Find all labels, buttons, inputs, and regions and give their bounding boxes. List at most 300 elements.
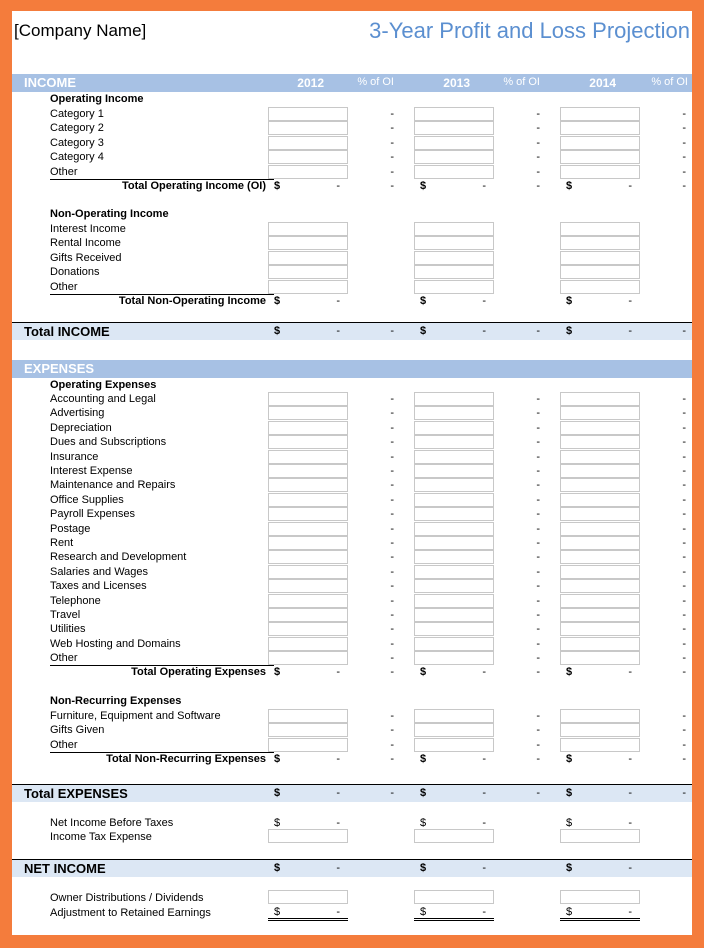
total-income-dollar-year-1: $: [274, 325, 281, 337]
total-expenses-label: Total EXPENSES: [24, 786, 128, 801]
total-non-recurring-expenses-value-year-3: -: [628, 753, 632, 765]
operating-expense-row-label: Telephone: [50, 594, 101, 607]
operating-income-row-input-year-1[interactable]: [268, 136, 348, 150]
operating-expense-row-pct-year-2: -: [536, 450, 540, 463]
total-operating-expenses-dollar-year-1: $: [274, 666, 281, 678]
operating-income-row-input-year-3[interactable]: [560, 136, 640, 150]
operating-income-row-pct-year-1: -: [390, 165, 394, 178]
expenses-header-band: [12, 360, 692, 378]
operating-expense-row-input-year-1[interactable]: [268, 550, 348, 564]
total-operating-income-pct-year-3: -: [682, 180, 686, 192]
operating-expense-row-pct-year-1: -: [390, 565, 394, 578]
operating-expense-row-input-year-3[interactable]: [560, 464, 640, 478]
operating-expense-row-input-year-1[interactable]: [268, 435, 348, 449]
operating-expense-row-input-year-3[interactable]: [560, 637, 640, 651]
report-title: 3-Year Profit and Loss Projection: [369, 18, 690, 43]
retained-earnings-double-underline: [268, 918, 348, 921]
operating-expense-row-pct-year-3: -: [682, 479, 686, 492]
operating-expense-row-pct-year-1: -: [390, 393, 394, 405]
operating-income-row-label: Category 2: [50, 122, 104, 135]
operating-income-row-pct-year-2: -: [536, 108, 540, 120]
total-expenses-dollar-year-2: $: [420, 787, 427, 799]
total-operating-expenses-pct-year-1: -: [390, 666, 394, 678]
operating-income-row-pct-year-1: -: [390, 122, 394, 135]
total-non-operating-income-dollar-year-1: $: [274, 295, 281, 307]
non-operating-income-row-input-year-2[interactable]: [414, 280, 494, 294]
operating-expense-row-input-year-1[interactable]: [268, 406, 348, 420]
operating-expense-row-pct-year-2: -: [536, 407, 540, 420]
retained-earnings-dollar-year-3: $: [566, 906, 573, 918]
non-operating-income-row-input-year-3[interactable]: [560, 251, 640, 265]
total-expenses-pct-year-2: -: [536, 787, 540, 799]
operating-expense-row-label: Salaries and Wages: [50, 565, 149, 578]
operating-expense-row-label: Web Hosting and Domains: [50, 637, 181, 650]
pct-header-2: % of OI: [503, 76, 540, 88]
operating-expense-row-pct-year-3: -: [682, 580, 686, 593]
operating-expense-row-pct-year-2: -: [536, 565, 540, 578]
operating-income-row-input-year-3[interactable]: [560, 121, 640, 135]
total-expenses-value-year-2: -: [482, 787, 486, 799]
total-expenses-value-year-1: -: [336, 787, 340, 799]
non-recurring-expenses-heading: Non-Recurring Expenses: [50, 695, 182, 707]
non-operating-income-row-input-year-2[interactable]: [414, 265, 494, 279]
operating-expense-row-input-year-3[interactable]: [560, 392, 640, 406]
operating-expense-row-input-year-2[interactable]: [414, 608, 494, 622]
non-operating-income-row-input-year-3[interactable]: [560, 222, 640, 236]
non-operating-income-row-input-year-2[interactable]: [414, 236, 494, 250]
operating-expense-row-label: Accounting and Legal: [50, 393, 156, 405]
operating-expense-row-label: Office Supplies: [50, 493, 124, 506]
operating-income-row-input-year-2[interactable]: [414, 150, 494, 164]
spreadsheet-sheet: [12, 11, 692, 935]
total-operating-income-dollar-year-1: $: [274, 180, 281, 192]
retained-earnings-double-underline: [560, 918, 640, 921]
non-recurring-expense-row-input-year-3[interactable]: [560, 738, 640, 752]
operating-expense-row-pct-year-1: -: [390, 594, 394, 607]
operating-expense-row-label: Rent: [50, 537, 74, 549]
total-operating-income-dollar-year-3: $: [566, 180, 573, 192]
total-non-operating-income-dollar-year-3: $: [566, 295, 573, 307]
operating-income-row-input-year-1[interactable]: [268, 165, 348, 179]
operating-expense-row-input-year-1[interactable]: [268, 392, 348, 406]
operating-expense-row-input-year-3[interactable]: [560, 622, 640, 636]
total-non-recurring-expenses-dollar-year-3: $: [566, 753, 573, 765]
operating-expense-row-input-year-2[interactable]: [414, 450, 494, 464]
net-income-before-taxes-value-year-1: -: [336, 817, 340, 829]
total-non-operating-income-value-year-2: -: [482, 295, 486, 307]
operating-income-row-pct-year-1: -: [390, 136, 394, 149]
total-income-band: [12, 322, 692, 340]
operating-expense-row-pct-year-3: -: [682, 421, 686, 434]
non-recurring-expense-row-pct-year-3: -: [682, 738, 686, 751]
operating-expense-row-input-year-3[interactable]: [560, 565, 640, 579]
operating-expense-row-input-year-3[interactable]: [560, 608, 640, 622]
net-income-band: [12, 859, 692, 877]
operating-income-row-label: Category 4: [50, 151, 104, 164]
net-income-label: NET INCOME: [24, 861, 106, 876]
non-operating-income-row-label: Interest Income: [50, 223, 126, 235]
income-tax-input-year-3[interactable]: [560, 829, 640, 843]
non-operating-income-row-input-year-3[interactable]: [560, 280, 640, 294]
non-recurring-expense-row-input-year-2[interactable]: [414, 738, 494, 752]
operating-expense-row-input-year-1[interactable]: [268, 493, 348, 507]
total-non-operating-income-value-year-1: -: [336, 295, 340, 307]
total-income-value-year-3: -: [628, 325, 632, 337]
total-expenses-value-year-3: -: [628, 787, 632, 799]
owner-distributions-input-year-3[interactable]: [560, 890, 640, 904]
owner-distributions-input-year-2[interactable]: [414, 890, 494, 904]
operating-expense-row-pct-year-3: -: [682, 393, 686, 405]
retained-earnings-value-year-1: -: [336, 906, 340, 918]
non-operating-income-row-input-year-1[interactable]: [268, 236, 348, 250]
operating-expense-row-pct-year-1: -: [390, 508, 394, 521]
operating-expense-row-label: Postage: [50, 522, 91, 535]
operating-expense-row-input-year-2[interactable]: [414, 522, 494, 536]
operating-expense-row-input-year-1[interactable]: [268, 421, 348, 435]
operating-expense-row-input-year-2[interactable]: [414, 651, 494, 665]
operating-expense-row-input-year-1[interactable]: [268, 565, 348, 579]
total-non-recurring-expenses-pct-year-1: -: [390, 753, 394, 765]
net-income-before-taxes-dollar-year-3: $: [566, 817, 573, 829]
total-operating-income-value-year-3: -: [628, 180, 632, 192]
operating-expense-row-pct-year-2: -: [536, 609, 540, 621]
operating-expense-row-input-year-2[interactable]: [414, 579, 494, 593]
total-operating-income-pct-year-2: -: [536, 180, 540, 192]
operating-expense-row-input-year-1[interactable]: [268, 536, 348, 550]
company-name[interactable]: [Company Name]: [14, 21, 147, 40]
non-recurring-expense-row-input-year-2[interactable]: [414, 723, 494, 737]
total-operating-income-pct-year-1: -: [390, 180, 394, 192]
total-non-recurring-expenses-dollar-year-2: $: [420, 753, 427, 765]
operating-expense-row-pct-year-2: -: [536, 537, 540, 549]
non-recurring-expense-row-pct-year-1: -: [390, 738, 394, 751]
operating-expense-row-input-year-2[interactable]: [414, 478, 494, 492]
operating-expense-row-pct-year-2: -: [536, 623, 540, 636]
non-recurring-expense-row-label: Gifts Given: [50, 724, 105, 737]
operating-expense-row-pct-year-1: -: [390, 551, 394, 564]
net-income-value-year-1: -: [336, 862, 340, 874]
net-income-dollar-year-3: $: [566, 862, 573, 874]
retained-earnings-value-year-3: -: [628, 906, 632, 918]
operating-expense-row-input-year-2[interactable]: [414, 421, 494, 435]
total-income-value-year-1: -: [336, 325, 340, 337]
retained-earnings-value-year-2: -: [482, 906, 486, 918]
total-operating-expenses-value-year-3: -: [628, 666, 632, 678]
net-income-before-taxes-value-year-2: -: [482, 817, 486, 829]
operating-income-row-pct-year-3: -: [682, 108, 686, 120]
operating-expense-row-pct-year-1: -: [390, 493, 394, 506]
operating-income-row-input-year-2[interactable]: [414, 136, 494, 150]
operating-expense-row-label: Interest Expense: [50, 465, 133, 477]
owner-distributions-label: Owner Distributions / Dividends: [50, 892, 204, 904]
operating-expense-row-input-year-2[interactable]: [414, 637, 494, 651]
non-operating-income-row-input-year-2[interactable]: [414, 251, 494, 265]
operating-expense-row-label: Maintenance and Repairs: [50, 479, 176, 492]
total-expenses-pct-year-1: -: [390, 787, 394, 799]
total-operating-expenses-dollar-year-2: $: [420, 666, 427, 678]
operating-income-row-pct-year-3: -: [682, 122, 686, 135]
operating-expense-row-pct-year-2: -: [536, 421, 540, 434]
operating-expense-row-input-year-2[interactable]: [414, 435, 494, 449]
operating-expense-row-pct-year-3: -: [682, 551, 686, 564]
operating-expense-row-pct-year-1: -: [390, 537, 394, 549]
total-non-recurring-expenses-value-year-2: -: [482, 753, 486, 765]
operating-expense-row-input-year-1[interactable]: [268, 651, 348, 665]
non-recurring-expense-row-pct-year-1: -: [390, 710, 394, 722]
operating-expense-row-input-year-1[interactable]: [268, 478, 348, 492]
operating-income-row-input-year-1[interactable]: [268, 107, 348, 121]
operating-income-row-input-year-2[interactable]: [414, 121, 494, 135]
operating-income-row-pct-year-1: -: [390, 108, 394, 120]
operating-income-row-pct-year-2: -: [536, 151, 540, 164]
operating-expense-row-pct-year-2: -: [536, 479, 540, 492]
net-income-before-taxes-dollar-year-2: $: [420, 817, 427, 829]
total-operating-income-label: Total Operating Income (OI): [121, 180, 266, 192]
operating-income-row-pct-year-2: -: [536, 165, 540, 178]
non-recurring-expense-row-label: Furniture, Equipment and Software: [50, 710, 221, 722]
operating-income-row-input-year-1[interactable]: [268, 121, 348, 135]
operating-expense-row-input-year-3[interactable]: [560, 478, 640, 492]
total-income-pct-year-3: -: [682, 325, 686, 337]
operating-expense-row-input-year-3[interactable]: [560, 421, 640, 435]
total-operating-expenses-pct-year-3: -: [682, 666, 686, 678]
operating-expense-row-pct-year-3: -: [682, 450, 686, 463]
operating-income-row-input-year-1[interactable]: [268, 150, 348, 164]
operating-expense-row-input-year-1[interactable]: [268, 637, 348, 651]
operating-expense-row-pct-year-1: -: [390, 522, 394, 535]
operating-expense-row-pct-year-1: -: [390, 623, 394, 636]
operating-expense-row-label: Payroll Expenses: [50, 508, 135, 521]
total-expenses-dollar-year-3: $: [566, 787, 573, 799]
operating-expense-row-input-year-3[interactable]: [560, 435, 640, 449]
retained-earnings-dollar-year-1: $: [274, 906, 281, 918]
operating-income-row-input-year-3[interactable]: [560, 150, 640, 164]
non-operating-income-row-input-year-1[interactable]: [268, 265, 348, 279]
non-operating-income-row-input-year-1[interactable]: [268, 251, 348, 265]
total-operating-expenses-pct-year-2: -: [536, 666, 540, 678]
non-recurring-expense-row-input-year-3[interactable]: [560, 709, 640, 723]
non-recurring-expense-row-pct-year-3: -: [682, 710, 686, 722]
operating-expense-row-input-year-2[interactable]: [414, 550, 494, 564]
operating-income-row-pct-year-2: -: [536, 136, 540, 149]
operating-expense-row-input-year-1[interactable]: [268, 522, 348, 536]
net-income-dollar-year-2: $: [420, 862, 427, 874]
operating-expense-row-input-year-3[interactable]: [560, 550, 640, 564]
operating-expense-row-pct-year-2: -: [536, 436, 540, 449]
total-income-value-year-2: -: [482, 325, 486, 337]
operating-expense-row-input-year-2[interactable]: [414, 565, 494, 579]
operating-expense-row-pct-year-2: -: [536, 637, 540, 650]
operating-expense-row-pct-year-1: -: [390, 609, 394, 621]
operating-expense-row-input-year-2[interactable]: [414, 536, 494, 550]
operating-expense-row-pct-year-3: -: [682, 565, 686, 578]
operating-income-row-pct-year-2: -: [536, 122, 540, 135]
operating-income-row-input-year-3[interactable]: [560, 165, 640, 179]
non-operating-income-row-input-year-1[interactable]: [268, 280, 348, 294]
operating-expense-row-input-year-2[interactable]: [414, 507, 494, 521]
operating-expense-row-pct-year-3: -: [682, 436, 686, 449]
pct-header-1: % of OI: [357, 76, 394, 88]
operating-expense-row-label: Utilities: [50, 623, 86, 636]
non-recurring-expense-row-pct-year-3: -: [682, 724, 686, 737]
total-income-label: Total INCOME: [24, 324, 110, 339]
operating-income-heading: Operating Income: [50, 93, 144, 105]
total-non-recurring-expenses-value-year-1: -: [336, 753, 340, 765]
operating-expense-row-label: Travel: [50, 609, 81, 621]
operating-expenses-heading: Operating Expenses: [50, 379, 157, 391]
retained-earnings-double-underline: [414, 918, 494, 921]
operating-income-row-input-year-3[interactable]: [560, 107, 640, 121]
operating-expense-row-pct-year-1: -: [390, 436, 394, 449]
operating-expense-row-input-year-3[interactable]: [560, 579, 640, 593]
operating-expense-row-label: Depreciation: [50, 421, 112, 434]
year-header-1: 2012: [297, 76, 324, 90]
operating-expense-row-pct-year-1: -: [390, 421, 394, 434]
total-income-dollar-year-2: $: [420, 325, 427, 337]
operating-expense-row-input-year-2[interactable]: [414, 622, 494, 636]
non-recurring-expense-row-input-year-2[interactable]: [414, 709, 494, 723]
expenses-heading: EXPENSES: [24, 361, 95, 376]
operating-expense-row-input-year-2[interactable]: [414, 406, 494, 420]
operating-expense-row-pct-year-2: -: [536, 522, 540, 535]
operating-income-row-pct-year-1: -: [390, 151, 394, 164]
total-non-operating-income-dollar-year-2: $: [420, 295, 427, 307]
operating-expense-row-input-year-2[interactable]: [414, 392, 494, 406]
non-recurring-expense-row-input-year-1[interactable]: [268, 723, 348, 737]
income-tax-input-year-2[interactable]: [414, 829, 494, 843]
non-operating-income-heading: Non-Operating Income: [50, 208, 169, 220]
operating-expense-row-pct-year-2: -: [536, 594, 540, 607]
non-operating-income-row-input-year-1[interactable]: [268, 222, 348, 236]
operating-income-row-input-year-2[interactable]: [414, 165, 494, 179]
operating-expense-row-pct-year-3: -: [682, 652, 686, 665]
operating-expense-row-pct-year-1: -: [390, 450, 394, 463]
operating-expense-row-label: Advertising: [50, 407, 105, 420]
operating-expense-row-input-year-1[interactable]: [268, 464, 348, 478]
total-non-recurring-expenses-pct-year-3: -: [682, 753, 686, 765]
operating-expense-row-pct-year-1: -: [390, 652, 394, 665]
operating-expense-row-pct-year-3: -: [682, 407, 686, 420]
total-expenses-pct-year-3: -: [682, 787, 686, 799]
operating-expense-row-input-year-3[interactable]: [560, 450, 640, 464]
operating-expense-row-input-year-2[interactable]: [414, 464, 494, 478]
total-operating-income-dollar-year-2: $: [420, 180, 427, 192]
operating-expense-row-pct-year-3: -: [682, 537, 686, 549]
year-header-3: 2014: [589, 76, 616, 90]
operating-expense-row-input-year-1[interactable]: [268, 450, 348, 464]
net-income-value-year-2: -: [482, 862, 486, 874]
non-operating-income-row-label: Other: [50, 280, 78, 293]
net-income-before-taxes-dollar-year-1: $: [274, 817, 281, 829]
operating-expense-row-input-year-3[interactable]: [560, 493, 640, 507]
operating-income-row-label: Category 1: [50, 108, 104, 120]
non-recurring-expense-row-pct-year-2: -: [536, 738, 540, 751]
operating-expense-row-label: Taxes and Licenses: [50, 580, 147, 593]
operating-expense-row-input-year-3[interactable]: [560, 651, 640, 665]
operating-income-row-pct-year-3: -: [682, 151, 686, 164]
total-income-pct-year-1: -: [390, 325, 394, 337]
operating-expense-row-input-year-2[interactable]: [414, 493, 494, 507]
operating-expense-row-pct-year-3: -: [682, 609, 686, 621]
total-non-operating-income-value-year-3: -: [628, 295, 632, 307]
operating-income-row-pct-year-3: -: [682, 136, 686, 149]
operating-expense-row-pct-year-2: -: [536, 393, 540, 405]
operating-expense-row-input-year-1[interactable]: [268, 594, 348, 608]
operating-expense-row-pct-year-3: -: [682, 508, 686, 521]
operating-expense-row-input-year-1[interactable]: [268, 579, 348, 593]
operating-expense-row-pct-year-1: -: [390, 637, 394, 650]
operating-expense-row-input-year-1[interactable]: [268, 608, 348, 622]
operating-expense-row-label: Dues and Subscriptions: [50, 436, 167, 449]
owner-distributions-input-year-1[interactable]: [268, 890, 348, 904]
total-non-recurring-expenses-dollar-year-1: $: [274, 753, 281, 765]
operating-expense-row-pct-year-3: -: [682, 594, 686, 607]
operating-expense-row-pct-year-2: -: [536, 551, 540, 564]
income-tax-input-year-1[interactable]: [268, 829, 348, 843]
total-income-dollar-year-3: $: [566, 325, 573, 337]
operating-expense-row-input-year-1[interactable]: [268, 507, 348, 521]
total-operating-income-value-year-1: -: [336, 180, 340, 192]
operating-income-row-pct-year-3: -: [682, 165, 686, 178]
retained-earnings-dollar-year-2: $: [420, 906, 427, 918]
non-recurring-expense-row-input-year-3[interactable]: [560, 723, 640, 737]
operating-income-row-input-year-2[interactable]: [414, 107, 494, 121]
income-heading: INCOME: [24, 75, 76, 90]
total-operating-income-value-year-2: -: [482, 180, 486, 192]
operating-income-row-label: Other: [50, 165, 78, 178]
total-operating-expenses-label: Total Operating Expenses: [131, 666, 266, 678]
operating-expense-row-input-year-2[interactable]: [414, 594, 494, 608]
non-recurring-expense-row-input-year-1[interactable]: [268, 738, 348, 752]
operating-expense-row-pct-year-2: -: [536, 652, 540, 665]
operating-expense-row-label: Insurance: [50, 450, 99, 463]
operating-expense-row-pct-year-1: -: [390, 580, 394, 593]
total-expenses-dollar-year-1: $: [274, 787, 281, 799]
operating-expense-row-label: Other: [50, 652, 78, 665]
operating-expense-row-input-year-3[interactable]: [560, 507, 640, 521]
non-recurring-expense-row-input-year-1[interactable]: [268, 709, 348, 723]
year-header-2: 2013: [443, 76, 470, 90]
total-non-recurring-expenses-pct-year-2: -: [536, 753, 540, 765]
operating-expense-row-pct-year-2: -: [536, 580, 540, 593]
net-income-before-taxes-value-year-3: -: [628, 817, 632, 829]
non-recurring-expense-row-pct-year-2: -: [536, 724, 540, 737]
operating-expense-row-pct-year-3: -: [682, 522, 686, 535]
operating-expense-row-input-year-1[interactable]: [268, 622, 348, 636]
operating-expense-row-pct-year-2: -: [536, 493, 540, 506]
non-operating-income-row-input-year-3[interactable]: [560, 265, 640, 279]
operating-expense-row-pct-year-2: -: [536, 508, 540, 521]
non-recurring-expense-row-pct-year-1: -: [390, 724, 394, 737]
operating-expense-row-input-year-3[interactable]: [560, 594, 640, 608]
operating-expense-row-input-year-3[interactable]: [560, 406, 640, 420]
operating-expense-row-pct-year-3: -: [682, 637, 686, 650]
non-recurring-expense-row-label: Other: [50, 738, 78, 751]
operating-expense-row-pct-year-1: -: [390, 407, 394, 420]
operating-expense-row-input-year-3[interactable]: [560, 522, 640, 536]
non-operating-income-row-label: Gifts Received: [50, 251, 122, 264]
total-operating-expenses-value-year-1: -: [336, 666, 340, 678]
non-operating-income-row-input-year-2[interactable]: [414, 222, 494, 236]
operating-expense-row-input-year-3[interactable]: [560, 536, 640, 550]
net-income-value-year-3: -: [628, 862, 632, 874]
total-income-pct-year-2: -: [536, 325, 540, 337]
retained-earnings-label: Adjustment to Retained Earnings: [50, 907, 211, 919]
operating-expense-row-pct-year-1: -: [390, 465, 394, 477]
non-operating-income-row-input-year-3[interactable]: [560, 236, 640, 250]
non-operating-income-row-label: Donations: [50, 266, 100, 279]
operating-expense-row-pct-year-3: -: [682, 623, 686, 636]
